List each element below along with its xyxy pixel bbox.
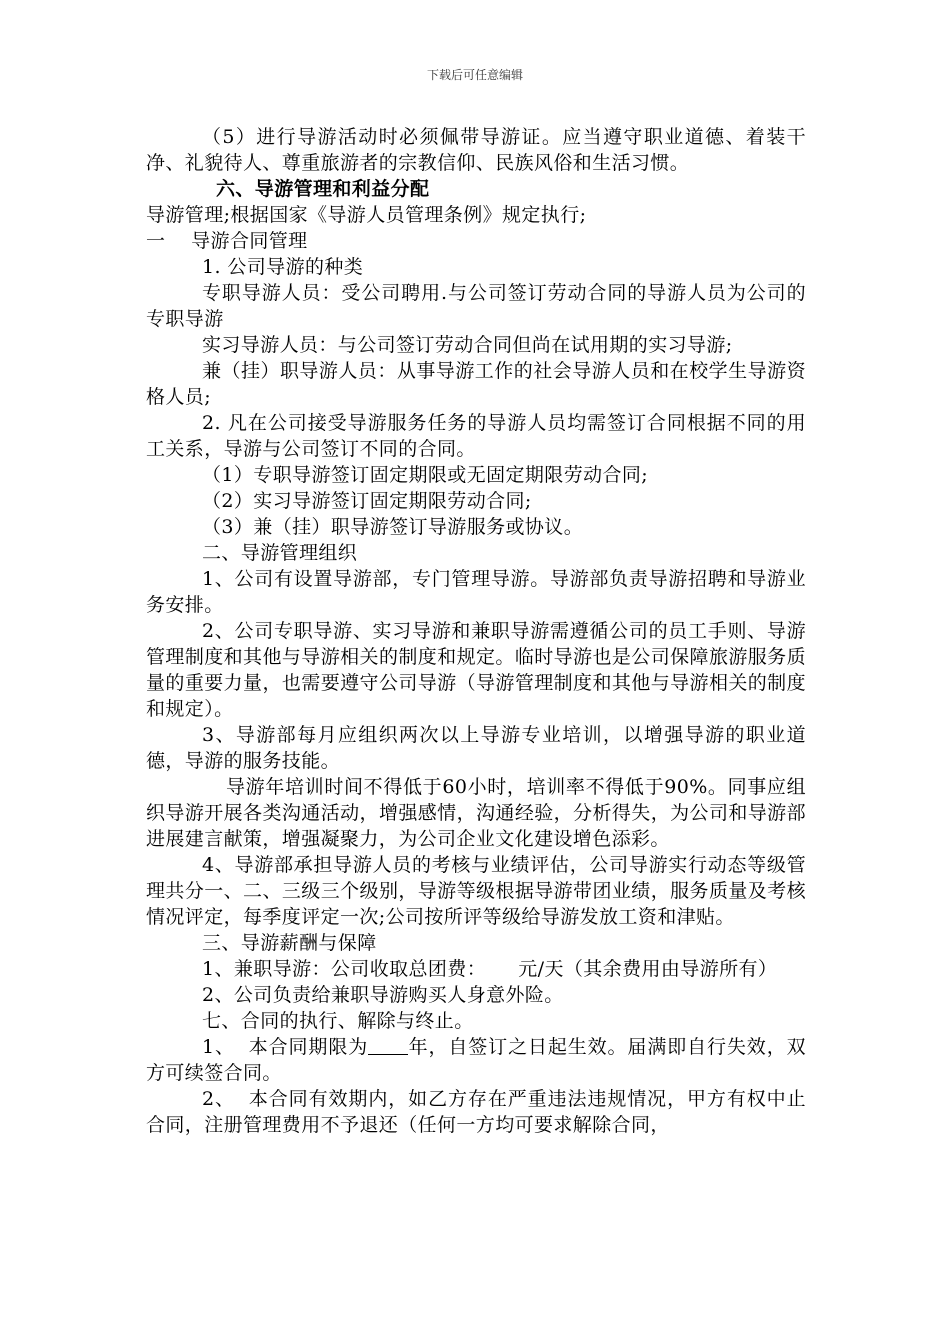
- list-item: （3）兼（挂）职导游签订导游服务或协议。: [202, 516, 584, 538]
- paragraph: 2. 凡在公司接受导游服务任务的导游人员均需签订合同根据不同的用工关系，导游与公司签订不同的合同。: [146, 412, 806, 460]
- page-header-note: 下载后可任意编辑: [426, 68, 523, 82]
- paragraph: 专职导游人员：受公司聘用.与公司签订劳动合同的导游人员为公司的专职导游: [146, 282, 806, 330]
- paragraph: 2、公司专职导游、实习导游和兼职导游需遵循公司的员工手则、导游管理制度和其他与导游相关的制度和规定。临时导游也是公司保障旅游服务质量的重要力量，也需要遵守公司导游（导游管理制度和其他与导游相关的制度和规定）。: [146, 620, 806, 720]
- paragraph: [146, 1034, 806, 1086]
- paragraph: 兼（挂）职导游人员：从事导游工作的社会导游人员和在校学生导游资格人员;: [146, 360, 806, 408]
- paragraph: 导游管理;根据国家《导游人员管理条例》规定执行;: [146, 204, 587, 226]
- section-heading: 六、导游管理和利益分配: [216, 178, 430, 200]
- paragraph: 4、导游部承担导游人员的考核与业绩评估，公司导游实行动态等级管理共分一、二、三级三个级别，导游等级根据导游带团业绩，服务质量及考核情况评定，每季度评定一次;公司按所评等级给导游发放工资和津贴。: [146, 854, 806, 928]
- paragraph: 2、公司负责给兼职导游购买人身意外险。: [202, 984, 564, 1006]
- clause-number: 1、 本合同期限为: [202, 1036, 369, 1058]
- section-heading: 七、合同的执行、解除与终止。: [202, 1010, 474, 1032]
- paragraph: （5）进行导游活动时必须佩带导游证。应当遵守职业道德、着装干净、礼貌待人、尊重旅游者的宗教信仰、民族风俗和生活习惯。: [146, 126, 806, 174]
- document-body: [146, 124, 806, 1138]
- subsection-heading: 一 导游合同管理: [146, 230, 308, 252]
- subsection-heading: 二、导游管理组织: [202, 542, 358, 564]
- list-item: （1）专职导游签订固定期限或无固定期限劳动合同;: [202, 464, 649, 486]
- paragraph: 3、导游部每月应组织两次以上导游专业培训，以增强导游的职业道德，导游的服务技能。: [146, 724, 806, 772]
- paragraph: 1、兼职导游：公司收取总团费： 元/天（其余费用由导游所有）: [202, 958, 778, 980]
- paragraph: 1. 公司导游的种类: [202, 256, 364, 278]
- paragraph: 导游年培训时间不得低于60小时，培训率不得低于90%。同事应组织导游开展各类沟通活动，增强感情，沟通经验，分析得失，为公司和导游部进展建言献策，增强凝聚力，为公司企业文化建设增色添彩。: [146, 776, 806, 850]
- clause-text: 年，自签订之日起生效。届满即自行失效，双方可续签合同。: [146, 1036, 806, 1084]
- blank-underline: [368, 1036, 408, 1055]
- list-item: （2）实习导游签订固定期限劳动合同;: [202, 490, 532, 512]
- subsection-heading: 三、导游薪酬与保障: [202, 932, 377, 954]
- paragraph: 实习导游人员：与公司签订劳动合同但尚在试用期的实习导游;: [202, 334, 733, 356]
- paragraph: 1、公司有设置导游部，专门管理导游。导游部负责导游招聘和导游业务安排。: [146, 568, 806, 616]
- paragraph: 2、 本合同有效期内，如乙方存在严重违法违规情况，甲方有权中止合同，注册管理费用不予退还（任何一方均可要求解除合同，: [146, 1088, 806, 1136]
